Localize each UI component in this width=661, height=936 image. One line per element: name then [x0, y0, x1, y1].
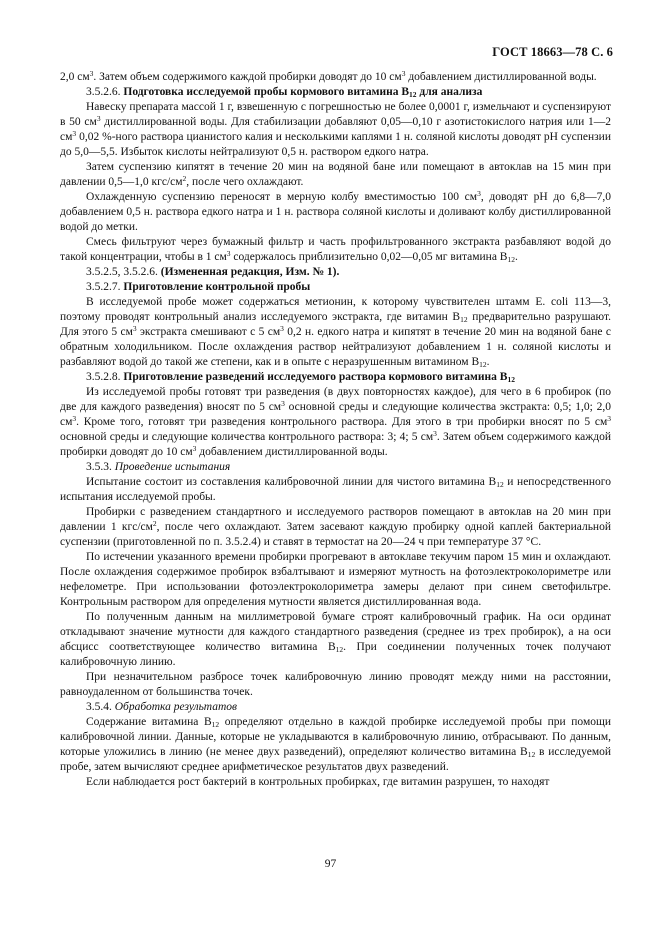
section-heading: 3.5.3. Проведение испытания	[86, 461, 231, 473]
amendment-note: 3.5.2.5, 3.5.2.6. (Измененная редакция, Изм. № 1).	[86, 266, 340, 278]
section-heading: 3.5.2.6. Подготовка исследуемой пробы кормового витамина $B_{12}$ для анализа	[86, 86, 483, 99]
paragraph: По полученным данным на миллиметровой бумаге строят калибровочный график. На оси ординат откладывают значение мутности для каждого стандартного разведения (среднее из трех пробирок), а на оси абсцисс соответствующее количество витамина $B_{12}$. При соединении полученных точек получают калибровочную линию.	[60, 611, 611, 668]
page-number: 97	[324, 858, 337, 870]
page-header: ГОСТ 18663—78 С. 6	[492, 45, 613, 59]
paragraph: 2,0 $см^3$. Затем объем содержимого каждой пробирки доводят до 10 $см^3$ добавлением дистиллированной воды.	[60, 69, 597, 83]
paragraph: Пробирки с разведением стандартного и исследуемого растворов помещают в автоклав на 20 мин при давлении 1 кгс/$см^2$, после чего охлаждают. Затем засевают каждую пробирку одной каплей бактериальной суспензии (приготовленной по п. 3.5.2.4) и ставят в термостат на 20—24 ч при температуре 37 °C.	[60, 506, 611, 548]
paragraph: Испытание состоит из составления калибровочной линии для чистого витамина $B_{12}$ и непосредственного испытания исследуемой пробы.	[60, 476, 611, 503]
paragraph: При незначительном разбросе точек калибровочную линию проводят между ними на расстоянии, равноудаленном от большинства точек.	[60, 671, 611, 698]
paragraph: Содержание витамина $B_{12}$ определяют отдельно в каждой пробирке исследуемой пробы при помощи калибровочной линии. Данные, которые не укладываются в калибровочную линию, отбрасывают. По данным, которые уложились в линию (не менее двух разведений), определяют количество витамина $B_{12}$ в исследуемой пробе, затем вычисляют среднее арифметическое результатов двух разведений.	[60, 716, 611, 773]
paragraph: По истечении указанного времени пробирки прогревают в автоклаве текучим паром 15 мин и охлаждают. После охлаждения содержимое пробирок взбалтывают и измеряют мутность на фотоэлектроколориметре или нефелометре. При использовании фотоэлектроколориметра замеры делают при синем светофильтре. Контрольным раствором для определения мутности является дистиллированная вода.	[60, 551, 611, 608]
document-body	[60, 70, 611, 790]
section-heading: 3.5.4. Обработка результатов	[86, 701, 237, 713]
paragraph: Из исследуемой пробы готовят три разведения (в двух повторностях каждое), для чего в 6 пробирок (по две для каждого разведения) вносят по 5 $см^3$ основной среды и следующие количества экстракта: 0,5; 1,0; 2,0 $см^3$. Кроме того, готовят три разведения контрольного раствора. Для этого в три пробирки вносят по 5 $см^3$ основной среды и следующие количества контрольного раствора: 3; 4; 5 $см^3$. Затем объем содержимого каждой пробирки доводят до 10 $см^3$ добавлением дистиллированной воды.	[60, 386, 611, 458]
paragraph: Смесь фильтруют через бумажный фильтр и часть профильтрованного экстракта разбавляют водой до такой концентрации, чтобы в 1 $см^3$ содержалось приблизительно 0,02—0,05 мг витамина $B_{12}$.	[60, 236, 611, 264]
paragraph: Охлажденную суспензию переносят в мерную колбу вместимостью 100 $см^3$, доводят pH до 6,8—7,0 добавлением 0,5 н. раствора едкого натра и 1 н. раствора соляной кислоты и доливают колбу дистиллированной водой до метки.	[60, 189, 611, 233]
section-heading: 3.5.2.8. Приготовление разведений исследуемого раствора кормового витамина $B_{12}$	[86, 371, 515, 384]
paragraph: Если наблюдается рост бактерий в контрольных пробирках, где витамин разрушен, то находят	[86, 776, 550, 788]
section-heading: 3.5.2.7. Приготовление контрольной пробы	[86, 281, 311, 293]
paragraph: В исследуемой пробе может содержаться метионин, к которому чувствителен штамм E. coli 113—3, поэтому проводят контрольный анализ исследуемого экстракта, где витамин $B_{12}$ предварительно разрушают. Для этого 5 $см^3$ экстракта смешивают с 5 $см^3$ 0,2 н. едкого натра и кипятят в течение 20 мин на водяной бане с обратным холодильником. После охлаждения раствор нейтрализуют добавлением 1 н. соляной кислоты и разбавляют водой до такой же степени, как и в опыте с неразрушенным витамином $B_{12}$.	[60, 296, 612, 369]
paragraph: Навеску препарата массой 1 г, взвешенную с погрешностью не более 0,0001 г, измельчают и суспензируют в 50 $см^3$ дистиллированной воды. Для стабилизации добавляют 0,05—0,10 г азотистокислого натрия или 1—2 $см^3$ 0,02 %-ного раствора цианистого калия и несколькими каплями 1 н. соляной кислоты доводят pH суспензии до 5,0—5,5. Избыток кислоты нейтрализуют 0,5 н. раствором едкого натра.	[60, 101, 612, 158]
paragraph: Затем суспензию кипятят в течение 20 мин на водяной бане или помещают в автоклав на 15 мин при давлении 0,5—1,0 кгс/$см^2$, после чего охлаждают.	[60, 161, 611, 188]
